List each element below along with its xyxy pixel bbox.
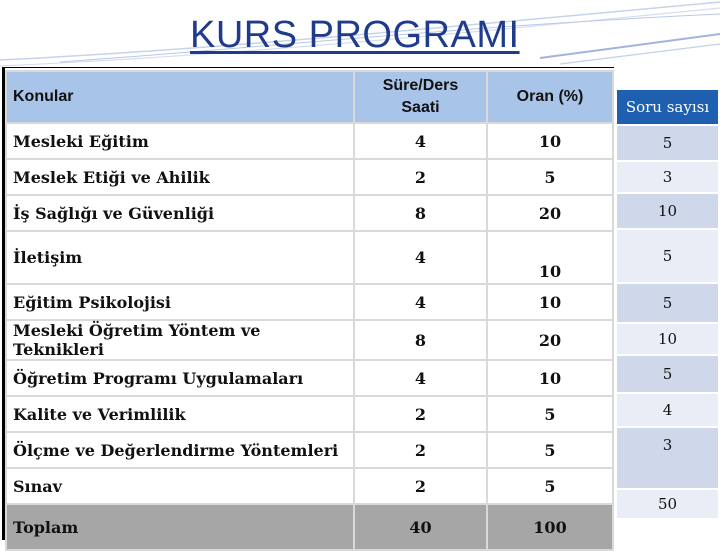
row-rate: 5	[487, 396, 613, 432]
row-rate: 10	[487, 231, 613, 284]
header-topic: Konular	[6, 71, 354, 123]
table-row	[6, 159, 613, 195]
row-rate: 20	[487, 195, 613, 231]
question-count-cell: 5	[616, 355, 719, 393]
course-program-table	[5, 70, 614, 551]
row-topic: Mesleki Öğretim Yöntem ve Teknikleri	[6, 320, 354, 360]
row-rate: 20	[487, 320, 613, 360]
row-rate: 10	[487, 123, 613, 159]
table-row	[6, 123, 613, 159]
table-header-row	[6, 71, 613, 123]
row-rate: 10	[487, 284, 613, 320]
table-row	[6, 284, 613, 320]
total-rate: 100	[487, 504, 613, 550]
row-topic: İletişim	[6, 231, 354, 284]
row-rate: 5	[487, 468, 613, 504]
row-hours: 2	[354, 159, 487, 195]
header-hours	[354, 71, 487, 123]
table-row	[6, 432, 613, 468]
question-count-cell: 50	[616, 489, 719, 519]
row-hours: 2	[354, 432, 487, 468]
header-hours-line2: Saati	[401, 99, 440, 116]
total-label: Toplam	[6, 504, 354, 550]
row-topic: İş Sağlığı ve Güvenliği	[6, 195, 354, 231]
row-rate: 10	[487, 360, 613, 396]
row-hours: 4	[354, 360, 487, 396]
question-count-cell: 10	[616, 193, 719, 229]
question-count-cell: 3	[616, 161, 719, 193]
side-header-row	[616, 89, 719, 125]
question-count-cell: 10	[616, 323, 719, 355]
row-hours: 2	[354, 396, 487, 432]
question-count-cell: 3	[616, 427, 719, 489]
question-count-cell: 5	[616, 125, 719, 161]
row-topic: Mesleki Eğitim	[6, 123, 354, 159]
table-row	[6, 231, 613, 284]
total-hours: 40	[354, 504, 487, 550]
table-row	[6, 320, 613, 360]
table-row	[6, 360, 613, 396]
row-topic: Öğretim Programı Uygulamaları	[6, 360, 354, 396]
row-topic: Sınav	[6, 468, 354, 504]
row-rate: 5	[487, 159, 613, 195]
header-hours-line1: Süre/Ders	[382, 77, 459, 94]
table-row	[6, 195, 613, 231]
row-hours: 4	[354, 231, 487, 284]
table-row	[6, 468, 613, 504]
page-title: KURS PROGRAMI	[190, 14, 520, 56]
question-count-cell: 5	[616, 229, 719, 283]
row-hours: 4	[354, 284, 487, 320]
row-rate: 5	[487, 432, 613, 468]
header-rate: Oran (%)	[487, 71, 613, 123]
row-topic: Eğitim Psikolojisi	[6, 284, 354, 320]
row-topic: Kalite ve Verimlilik	[6, 396, 354, 432]
row-hours: 4	[354, 123, 487, 159]
table-total-row	[6, 504, 613, 550]
question-count-cell: 4	[616, 393, 719, 427]
question-count-table	[615, 88, 720, 520]
table-row	[6, 396, 613, 432]
row-hours: 2	[354, 468, 487, 504]
row-hours: 8	[354, 320, 487, 360]
question-count-cell: 5	[616, 283, 719, 323]
row-topic: Ölçme ve Değerlendirme Yöntemleri	[6, 432, 354, 468]
row-topic: Meslek Etiği ve Ahilik	[6, 159, 354, 195]
row-hours: 8	[354, 195, 487, 231]
question-count-header: Soru sayısı	[616, 89, 719, 125]
